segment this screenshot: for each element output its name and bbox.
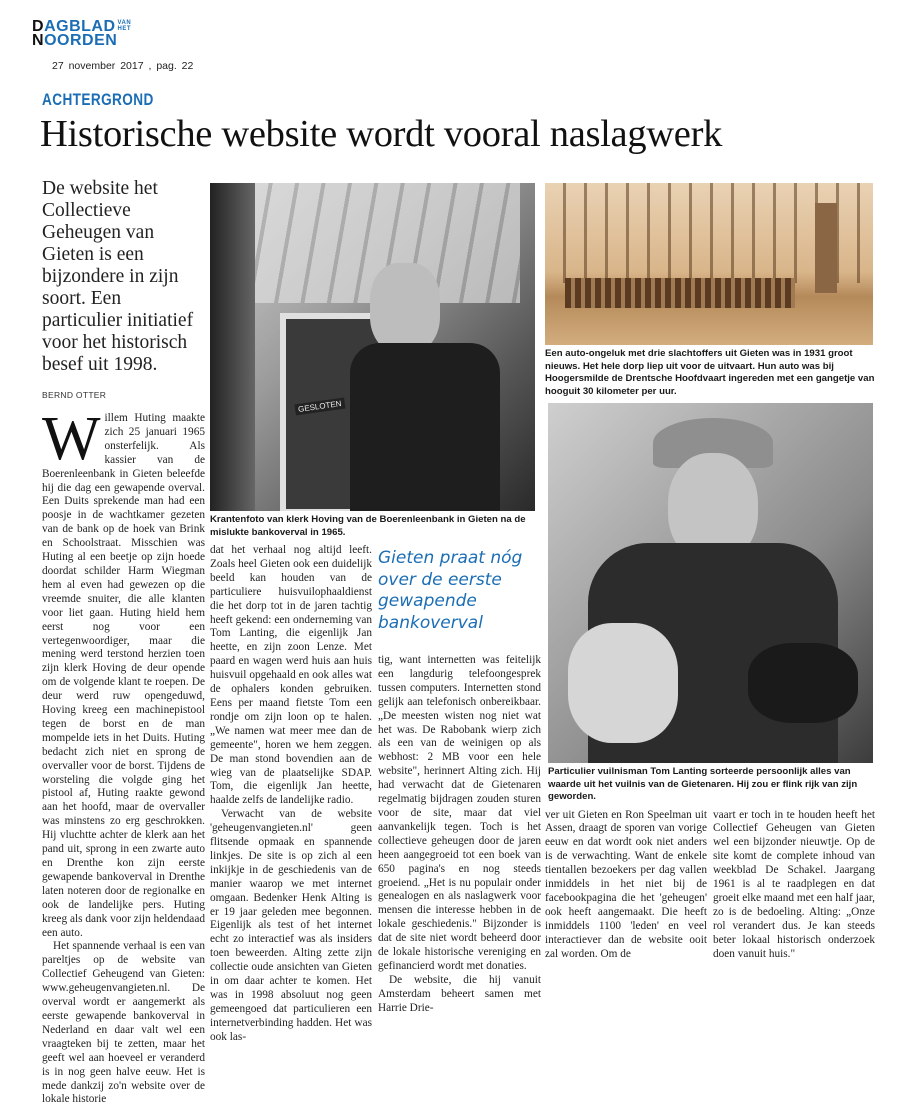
column-3-block bbox=[378, 544, 541, 1016]
column-4 bbox=[545, 809, 707, 962]
newspaper-logo bbox=[32, 20, 132, 48]
photo-caption: Een auto-ongeluk met drie slachtoffers uit Gieten was in 1931 groot nieuws. Het hele dorp liep uit voor de uitvaart. Hun auto was bij Hoogersmilde de Drentsche Hoofdvaart ingereden met een gangetje van hooguit 30 kilometer per uur. bbox=[545, 348, 875, 397]
column-1 bbox=[42, 405, 205, 1107]
photo-bank-clerk bbox=[210, 183, 535, 511]
column-2 bbox=[210, 544, 372, 1045]
paragraph: Verwacht van de website 'geheugenvangieten.nl' geen flitsende opmaak en spannende linkjes. De site is op zich al een inkijkje in de geschiedenis van de manier waarop we met internet omgaan. Bedenker Henk Alting is er 19 jaar geleden mee begonnen. Eigenlijk als test of het internet echt zo interactief was als insiders toen beweerden. Alting zette zijn collectie oude ansichten van Gieten in om daar achter te komen. Het was in 1998 absoluut nog geen gemeengoed dat particulieren een internetverbinding hadden. Het was ook las- bbox=[210, 808, 372, 1043]
photo-garbage-man bbox=[548, 403, 873, 763]
sign-gesloten: GESLOTEN bbox=[294, 398, 345, 416]
dropcap: W bbox=[42, 405, 101, 473]
right-block bbox=[545, 183, 875, 961]
photo-funeral-1931 bbox=[545, 183, 873, 345]
paragraph: illem Huting maakte zich 25 januari 1965 onsterfelijk. Als kassier van de Boerenleenbank in Gieten beleefde hij die dag een gewapende overval. Een Duits sprekende man had een poosje in de wachtkamer gezeten van de bank op de hoek van Brink en Schoolstraat. Misschien was Huting al een beetje op zijn hoede doordat schilder Harm Wiegman hem al even had gewezen op die vreemde snuiter, die alle klanten voor liet gaan. Huting hield hem eerst nog voor een vertegenwoordiger, maar die mening werd terstond herzien toen zijn klerk Hoving de deur opende om de volgende klant te roepen. De deur werd ruw opengeduwd, Hoving kreeg een machinepistool tegen de borst en de man mompelde iets in het Duits. Huting bedacht zich niet en sprong de overvaller voor de borst. Tijdens de worsteling die volgde ging het pistool af, Huting raakte gewond aan het hoofd, maar de overvaller was minstens zo erg geschrokken. Hij vluchtte achter de klerk aan het pand uit, sprong in een zwarte auto en Drenthe kon zijn eerste gewapende bankoverval in Drenthe laten noteren door de regionalke en ook de landelijke pers. Huting kreeg als dank voor zijn heldendaad een auto. bbox=[42, 412, 205, 939]
photo-caption: Particulier vuilnisman Tom Lanting sorteerde persoonlijk alles van waarde uit het vuilnis van de Gietenaren. Hij zou er flink rijk van zijn geworden. bbox=[548, 766, 858, 802]
logo-line1: DAGBLAD bbox=[32, 18, 116, 35]
publication-date: 27 november 2017 , pag. 22 bbox=[52, 60, 194, 72]
paragraph: tig, want internetten was feitelijk een langdurig telefoongesprek tussen computers. Internetten stond gelijk aan telefonisch onbereikbaar. „De meesten wisten nog niet wat het was. De Rabobank wierp zich als een van de weinigen op als webhost: 2 MB voor een hele website", herinnert Alting zich. Hij had verwacht dat de Gietenaren regelmatig bijdragen zouden sturen voor de site, maar dat viel aanvankelijk tegen. Toch is het collectieve geheugen door de jaren heen aangegroeid tot een boek van 650 pagina's en nog steeds groeiend. „Het is nu populair onder genealogen en als naslagwerk voor mensen die interesse hebben in de lokale geschiedenis." Bijzonder is dat de site niet wordt beheerd door de lokale historische vereniging en gefinancierd wordt met donaties. bbox=[378, 654, 541, 972]
left-column bbox=[42, 178, 205, 1107]
logo-line2: NOORDEN bbox=[32, 32, 118, 49]
paragraph: Het spannende verhaal is een van pareltjes op de website van Collectief Geheugend van Gieten: www.geheugenvangieten.nl. De overval wordt er aangemerkt als eerste gewapende bankoverval in Nederland en daar valt wel een vraagteken bij te zetten, maar het geeft wel aan hoeveel er veranderd is in nog geen halve eeuw. Het is mede dankzij zo'n website over de lokale historie bbox=[42, 940, 205, 1106]
paragraph: De website, die hij vanuit Amsterdam beheert samen met Harrie Drie- bbox=[378, 973, 541, 1014]
headline: Historische website wordt vooral naslagwerk bbox=[40, 113, 723, 155]
byline: BERND OTTER bbox=[42, 390, 107, 400]
section-label: ACHTERGROND bbox=[42, 90, 154, 109]
column-5 bbox=[713, 809, 875, 962]
intro: De website het Collectieve Geheugen van Gieten is een bijzondere in zijn soort. Een particulier initiatief voor het historisch besef uit 1998. bbox=[42, 178, 194, 375]
logo-small: VAN HET bbox=[117, 20, 132, 32]
middle-block bbox=[210, 183, 541, 1045]
column-3 bbox=[378, 654, 541, 1016]
paragraph: dat het verhaal nog altijd leeft. Zoals heel Gieten ook een duidelijk beeld kan houden van de particuliere huisvuilophaaldienst die het dorp tot in de jaren tachtig heeft gekend: een onderneming van Tom Lanting, die eigenlijk Jan heette, en zijn zoon Lenze. Met paard en wagen werd huis aan huis huisvuil opgehaald en ook alles wat de ophalers konden gebruiken. Eens per maand fietste Tom een rondje om zijn loon op te halen. „We namen wat meer mee dan de gemeente", horen we hem zeggen. De man stond bovendien aan de wieg van de plaatselijke SDAP. Tom, die eigenlijk Jan heette, haalde zelfs de landelijke radio. bbox=[210, 544, 372, 807]
pull-quote: Gieten praat nóg over de eerste gewapende bankoverval bbox=[378, 548, 523, 633]
photo-caption: Krantenfoto van klerk Hoving van de Boerenleenbank in Gieten na de mislukte bankoverval in 1965. bbox=[210, 514, 526, 538]
paragraph: vaart er toch in te houden heeft het Collectief Geheugen van Gieten wel een bijzonder nieuwtje. Op de site komt de complete inhoud van weekblad De Schakel. Jaargang 1961 is al te raadplegen en dat groeit elke maand met een half jaar, zo is de bedoeling. Alting: „Onze rol verandert dus. Je kan steeds beter lokaal historisch onderzoek doen vanuit huis." bbox=[713, 808, 875, 960]
paragraph: ver uit Gieten en Ron Speelman uit Assen, draagt de sporen van vorige eeuw en dat wordt ook niet anders is de verwachting. Want de enkele tientallen bezoekers per dag vallen inmiddels in het niet bij de facebookpagina die het 'geheugen' ook heeft aangemaakt. Die heeft inmiddels 1100 'leden' en veel interactiever dan de website ooit zal worden. Om de bbox=[545, 808, 707, 960]
